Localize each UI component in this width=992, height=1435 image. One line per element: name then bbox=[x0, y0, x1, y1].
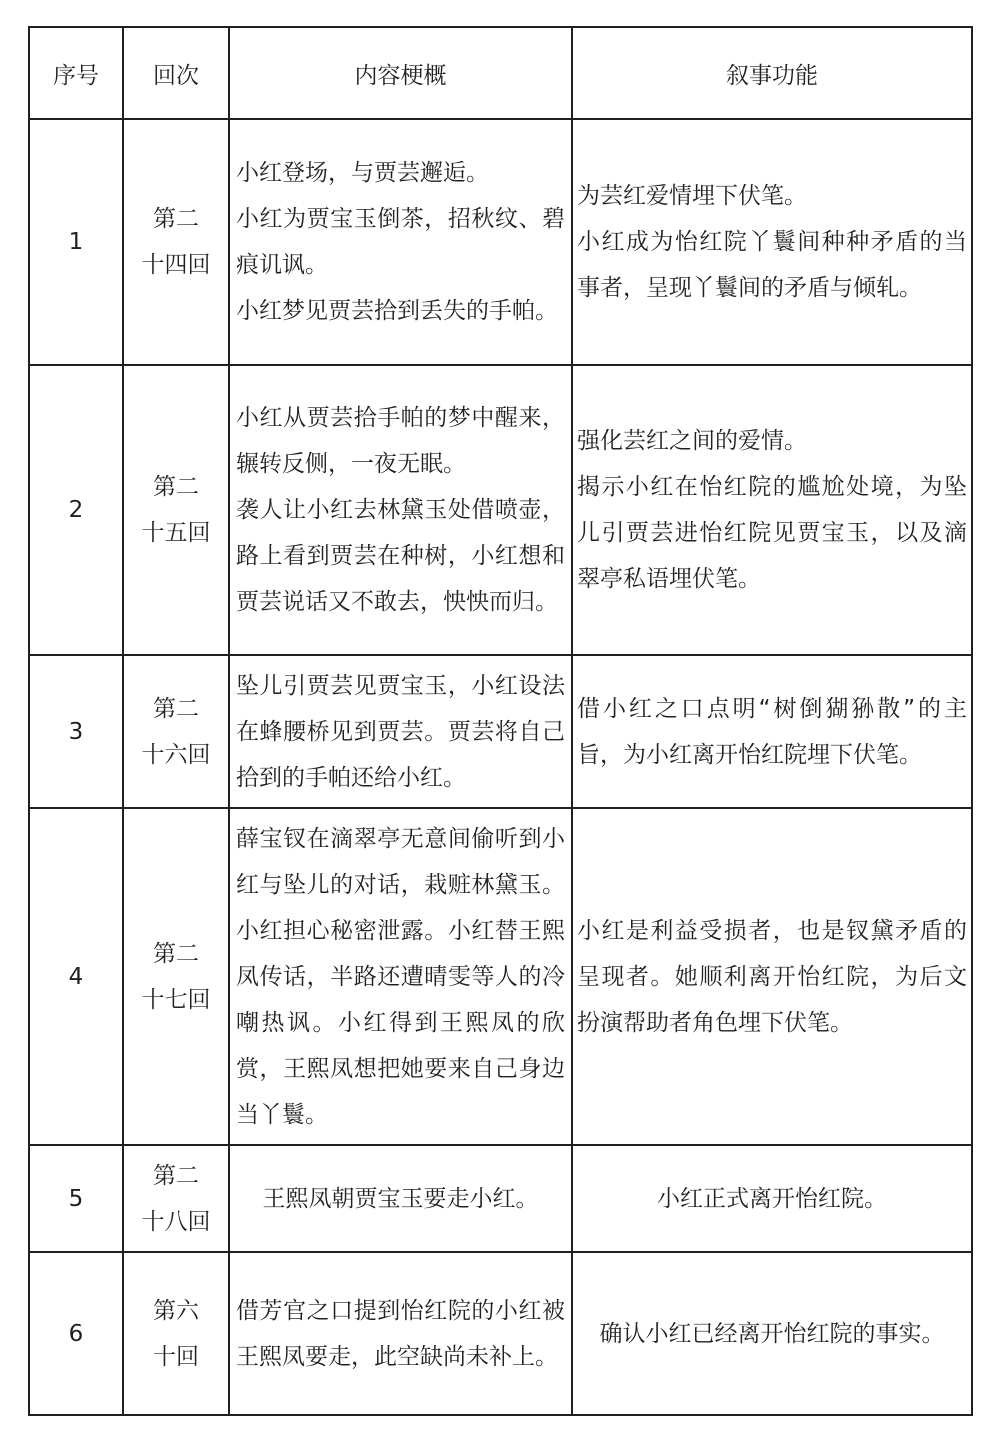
table-row bbox=[29, 808, 972, 1145]
content-paragraph: 薛宝钗在滴翠亭无意间偷听到小红与坠儿的对话，栽赃林黛玉。小红担心秘密泄露。小红替王熙凤传话，半路还遭晴雯等人的冷嘲热讽。小红得到王熙凤的欣赏，王熙凤想把她要来自己身边当丫鬟。 bbox=[236, 825, 565, 1128]
chapter-line: 第二 bbox=[153, 1162, 199, 1189]
function-paragraph: 小红正式离开怡红院。 bbox=[657, 1185, 887, 1212]
header-chapter: 回次 bbox=[123, 27, 229, 119]
function-paragraph: 为芸红爱情埋下伏笔。 bbox=[577, 183, 807, 209]
content-paragraph: 小红为贾宝玉倒茶，招秋纹、碧痕讥讽。 bbox=[236, 206, 565, 278]
cell-function bbox=[572, 1145, 972, 1252]
cell-function bbox=[572, 655, 972, 808]
cell-chapter bbox=[123, 808, 229, 1145]
table-row bbox=[29, 1145, 972, 1252]
cell-no: 4 bbox=[29, 808, 123, 1145]
chapter-line: 第二 bbox=[153, 206, 199, 232]
cell-function bbox=[572, 808, 972, 1145]
cell-no: 2 bbox=[29, 365, 123, 655]
chapter-line: 十四回 bbox=[141, 252, 211, 278]
function-paragraph: 借小红之口点明“树倒猢狲散”的主旨，为小红离开怡红院埋下伏笔。 bbox=[577, 695, 967, 768]
function-paragraph: 确认小红已经离开怡红院的事实。 bbox=[599, 1320, 945, 1347]
summary-table bbox=[28, 26, 973, 1416]
chapter-line: 十六回 bbox=[141, 741, 211, 768]
chapter-line: 十八回 bbox=[141, 1208, 211, 1235]
table-row bbox=[29, 655, 972, 808]
chapter-line: 十回 bbox=[153, 1343, 199, 1370]
content-paragraph: 坠儿引贾芸见贾宝玉，小红设法在蜂腰桥见到贾芸。贾芸将自己拾到的手帕还给小红。 bbox=[236, 672, 565, 791]
cell-chapter bbox=[123, 119, 229, 365]
cell-content bbox=[229, 365, 572, 655]
chapter-line: 十七回 bbox=[141, 986, 211, 1013]
header-function: 叙事功能 bbox=[572, 27, 972, 119]
content-paragraph: 袭人让小红去林黛玉处借喷壶，路上看到贾芸在种树，小红想和贾芸说话又不敢去，怏怏而归。 bbox=[236, 497, 565, 615]
content-paragraph: 小红梦见贾芸拾到丢失的手帕。 bbox=[236, 298, 558, 324]
function-paragraph: 揭示小红在怡红院的尴尬处境，为坠儿引贾芸进怡红院见贾宝玉，以及滴翠亭私语埋伏笔。 bbox=[577, 474, 967, 592]
content-paragraph: 小红从贾芸拾手帕的梦中醒来，辗转反侧，一夜无眠。 bbox=[236, 405, 565, 477]
content-paragraph: 借芳官之口提到怡红院的小红被王熙凤要走，此空缺尚未补上。 bbox=[236, 1297, 565, 1370]
function-paragraph: 小红是利益受损者，也是钗黛矛盾的呈现者。她顺利离开怡红院，为后文扮演帮助者角色埋下伏笔。 bbox=[577, 917, 967, 1036]
chapter-line: 第二 bbox=[153, 940, 199, 967]
header-no: 序号 bbox=[29, 27, 123, 119]
table-row bbox=[29, 1252, 972, 1415]
function-paragraph: 小红成为怡红院丫鬟间种种矛盾的当事者，呈现丫鬟间的矛盾与倾轧。 bbox=[577, 229, 967, 301]
header-content: 内容梗概 bbox=[229, 27, 572, 119]
cell-function bbox=[572, 1252, 972, 1415]
cell-content bbox=[229, 1145, 572, 1252]
cell-content bbox=[229, 808, 572, 1145]
header-row bbox=[29, 27, 972, 119]
cell-no: 3 bbox=[29, 655, 123, 808]
cell-chapter bbox=[123, 655, 229, 808]
cell-no: 1 bbox=[29, 119, 123, 365]
cell-no: 6 bbox=[29, 1252, 123, 1415]
cell-chapter bbox=[123, 1252, 229, 1415]
chapter-line: 第二 bbox=[153, 474, 199, 500]
function-paragraph: 强化芸红之间的爱情。 bbox=[577, 428, 807, 454]
chapter-line: 第二 bbox=[153, 695, 199, 722]
cell-content bbox=[229, 1252, 572, 1415]
table-row bbox=[29, 119, 972, 365]
cell-content bbox=[229, 655, 572, 808]
table-row bbox=[29, 365, 972, 655]
cell-content bbox=[229, 119, 572, 365]
cell-chapter bbox=[123, 1145, 229, 1252]
chapter-line: 十五回 bbox=[141, 520, 211, 546]
cell-no: 5 bbox=[29, 1145, 123, 1252]
cell-function bbox=[572, 119, 972, 365]
content-paragraph: 小红登场，与贾芸邂逅。 bbox=[236, 160, 489, 186]
chapter-line: 第六 bbox=[153, 1297, 199, 1324]
cell-chapter bbox=[123, 365, 229, 655]
cell-function bbox=[572, 365, 972, 655]
content-paragraph: 王熙凤朝贾宝玉要走小红。 bbox=[262, 1185, 539, 1212]
